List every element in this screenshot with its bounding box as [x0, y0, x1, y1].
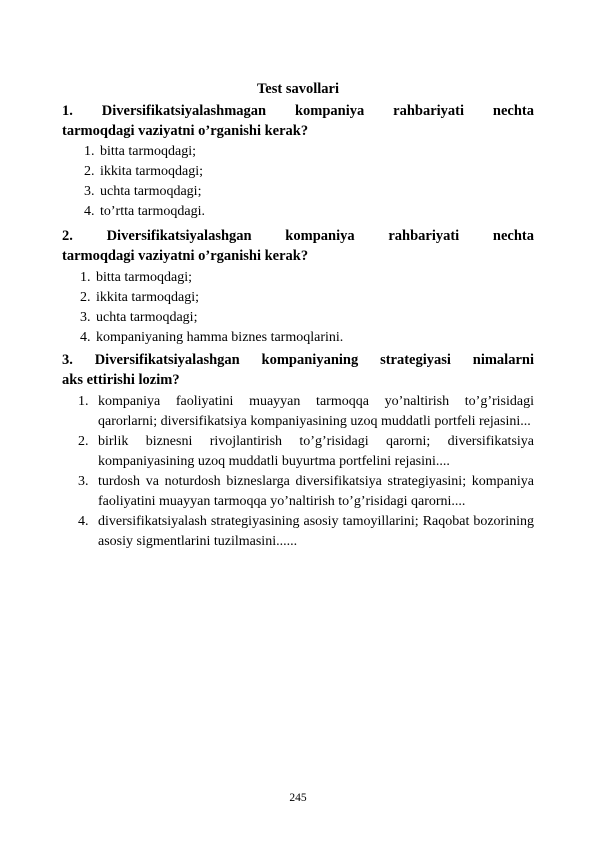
option: [80, 268, 343, 288]
option: [78, 472, 534, 512]
option: [78, 392, 534, 432]
option-text: to’rtta tarmoqdagi.: [100, 204, 205, 219]
question-3-options: [78, 392, 534, 552]
option-text: uchta tarmoqdagi;: [100, 184, 202, 199]
option-number: 2.: [78, 434, 89, 449]
option-text: bitta tarmoqdagi;: [96, 270, 193, 285]
option: [78, 432, 534, 472]
question-2: [62, 226, 534, 266]
option-number: 4.: [80, 330, 91, 345]
question-2-line-1: 2. Diversifikatsiyalashgan kompaniya rahbariyati nechta: [62, 228, 534, 244]
page-number: 245: [289, 792, 307, 804]
option-number: 1.: [84, 144, 95, 159]
option-number: 3.: [84, 184, 95, 199]
option-text: birlik biznesni rivojlantirish to’g’risidagi qarorni; diversifikatsiya kompaniyasining uzoq muddatli buyurtma portfelini rejasini....: [98, 434, 534, 469]
option-text: kompaniya faoliyatini muayyan tarmoqqa yo’naltirish to’g’risidagi qarorlarni; diversifikatsiya kompaniyasining uzoq muddatli portfeli rejasini...: [98, 394, 534, 429]
question-2-line-2: tarmoqdagi vaziyatni o’rganishi kerak?: [62, 248, 309, 264]
option: [80, 308, 343, 328]
option-number: 1.: [78, 394, 89, 409]
option: [84, 162, 205, 182]
option-number: 3.: [80, 310, 91, 325]
option: [78, 512, 534, 552]
option: [84, 202, 205, 222]
option-number: 4.: [78, 514, 89, 529]
question-1-line-2: tarmoqdagi vaziyatni o’rganishi kerak?: [62, 123, 309, 139]
question-3: [62, 350, 534, 390]
question-2-options: [80, 268, 343, 348]
page-title: Test savollari: [256, 81, 340, 97]
option-number: 2.: [84, 164, 95, 179]
question-3-line-2: aks ettirishi lozim?: [62, 372, 180, 388]
question-1-line-1: 1. Diversifikatsiyalashmagan kompaniya rahbariyati nechta: [62, 103, 534, 119]
question-1: [62, 101, 534, 141]
option-text: turdosh va noturdosh bizneslarga diversifikatsiya strategiyasini; kompaniya faoliyatini muayyan tarmoqqa yo’naltirish to’g’risidagi qarorni....: [98, 474, 534, 509]
question-1-options: [84, 142, 205, 222]
option-number: 4.: [84, 204, 95, 219]
option-text: bitta tarmoqdagi;: [100, 144, 197, 159]
option-text: uchta tarmoqdagi;: [96, 310, 198, 325]
option-text: diversifikatsiyalash strategiyasining asosiy tamoyillarini; Raqobat bozorining asosiy sigmentlarini tuzilmasini......: [98, 514, 534, 549]
option-text: ikkita tarmoqdagi;: [96, 290, 200, 305]
option-text: kompaniyaning hamma biznes tarmoqlarini.: [96, 330, 344, 345]
option: [84, 142, 205, 162]
option-text: ikkita tarmoqdagi;: [100, 164, 204, 179]
option: [80, 288, 343, 308]
option-number: 1.: [80, 270, 91, 285]
option-number: 2.: [80, 290, 91, 305]
option: [80, 328, 343, 348]
question-3-line-1: 3. Diversifikatsiyalashgan kompaniyaning strategiyasi nimalarni: [62, 352, 534, 368]
option: [84, 182, 205, 202]
option-number: 3.: [78, 474, 89, 489]
